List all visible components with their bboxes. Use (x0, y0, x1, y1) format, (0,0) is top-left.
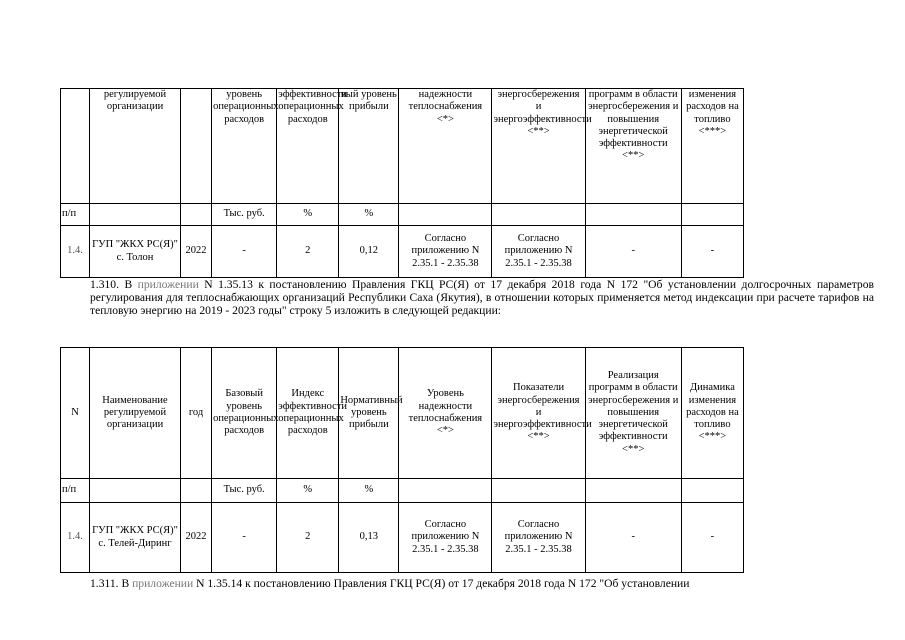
header-year: год (181, 348, 212, 479)
header-fuel: Динамика изменения расходов на топливо <***> (681, 348, 743, 479)
unit-np: п/п (61, 204, 90, 226)
table-units-row (61, 204, 744, 226)
header-energy: энергосбережения и энергоэффективности <**> (492, 89, 585, 204)
row-base: - (212, 226, 277, 278)
table-row (61, 226, 744, 278)
row-org: ГУП "ЖКХ РС(Я)" с. Телей-Диринг (89, 503, 180, 573)
row-reliability: Согласно приложению N 2.35.1 - 2.35.38 (399, 503, 492, 573)
row-programs: - (585, 226, 681, 278)
row-energy: Согласно приложению N 2.35.1 - 2.35.38 (492, 226, 585, 278)
paragraph-1-310 (60, 278, 874, 318)
unit-cell (399, 204, 492, 226)
unit-cell (681, 204, 743, 226)
unit-cell (492, 204, 585, 226)
unit-base: Тыс. руб. (212, 479, 277, 503)
unit-np: п/п (61, 479, 90, 503)
row-index: 1.4. (61, 503, 90, 573)
unit-cell (585, 204, 681, 226)
unit-cell (89, 204, 180, 226)
paragraph-lead: 1.310. В (90, 278, 138, 291)
row-index-value: 2 (277, 503, 339, 573)
unit-cell (585, 479, 681, 503)
header-cell (61, 89, 90, 204)
unit-index: % (277, 204, 339, 226)
unit-index: % (277, 479, 339, 503)
unit-cell (181, 204, 212, 226)
unit-cell (492, 479, 585, 503)
unit-base: Тыс. руб. (212, 204, 277, 226)
paragraph-text: N 1.35.13 к постановлению Правления ГКЦ РС(Я) от 17 декабря 2018 года N 172 "Об установлении долгосрочных параметров регулирования для теплоснабжающих организаций Республики Саха (Якутия), в отношении которых применяется метод индексации при расчете тарифов на тепловую энергию на 2019 - 2023 годы" строку 5 изложить в следующей редакции: (90, 278, 874, 318)
table-1 (60, 88, 744, 278)
appendix-link[interactable]: приложении (132, 577, 194, 590)
header-reliability: надежности теплоснабжения <*> (399, 89, 492, 204)
row-index-value: 2 (277, 226, 339, 278)
row-base: - (212, 503, 277, 573)
row-programs: - (585, 503, 681, 573)
unit-cell (181, 479, 212, 503)
header-base: уровень операционных расходов (212, 89, 277, 204)
row-reliability: Согласно приложению N 2.35.1 - 2.35.38 (399, 226, 492, 278)
header-org: регулируемой организации (89, 89, 180, 204)
header-profit: Нормативный уровень прибыли (339, 348, 399, 479)
header-cell (181, 89, 212, 204)
paragraph-lead: 1.311. В (90, 577, 133, 590)
header-programs: программ в области энергосбережения и повышения энергетической эффективности <**> (585, 89, 681, 204)
row-org: ГУП "ЖКХ РС(Я)" с. Толон (89, 226, 180, 278)
header-reliability: Уровень надежности теплоснабжения <*> (399, 348, 492, 479)
row-index: 1.4. (61, 226, 90, 278)
header-programs: Реализация программ в области энергосбережения и повышения энергетической эффективности <**> (585, 348, 681, 479)
unit-profit: % (339, 204, 399, 226)
header-index: Индекс эффективности операционных расходов (277, 348, 339, 479)
unit-cell (399, 479, 492, 503)
paragraph-1-311 (60, 577, 874, 590)
paragraph-text: N 1.35.14 к постановлению Правления ГКЦ РС(Я) от 17 декабря 2018 года N 172 "Об установлении (193, 577, 690, 590)
row-year: 2022 (181, 226, 212, 278)
unit-profit: % (339, 479, 399, 503)
table-row (61, 503, 744, 573)
header-base: Базовый уровень операционных расходов (212, 348, 277, 479)
row-fuel: - (681, 503, 743, 573)
row-profit: 0,12 (339, 226, 399, 278)
row-fuel: - (681, 226, 743, 278)
header-index: эффективности операционных расходов (277, 89, 339, 204)
row-energy: Согласно приложению N 2.35.1 - 2.35.38 (492, 503, 585, 573)
appendix-link[interactable]: приложении (137, 278, 199, 291)
table-header-row (61, 348, 744, 479)
table-2 (60, 347, 744, 573)
unit-cell (681, 479, 743, 503)
row-year: 2022 (181, 503, 212, 573)
table-units-row (61, 479, 744, 503)
header-profit: вый уровень прибыли (339, 89, 399, 204)
header-org: Наименование регулируемой организации (89, 348, 180, 479)
row-profit: 0,13 (339, 503, 399, 573)
unit-cell (89, 479, 180, 503)
header-n: N (61, 348, 90, 479)
table-header-row (61, 89, 744, 204)
header-fuel: изменения расходов на топливо <***> (681, 89, 743, 204)
header-energy: Показатели энергосбережения и энергоэффективности <**> (492, 348, 585, 479)
